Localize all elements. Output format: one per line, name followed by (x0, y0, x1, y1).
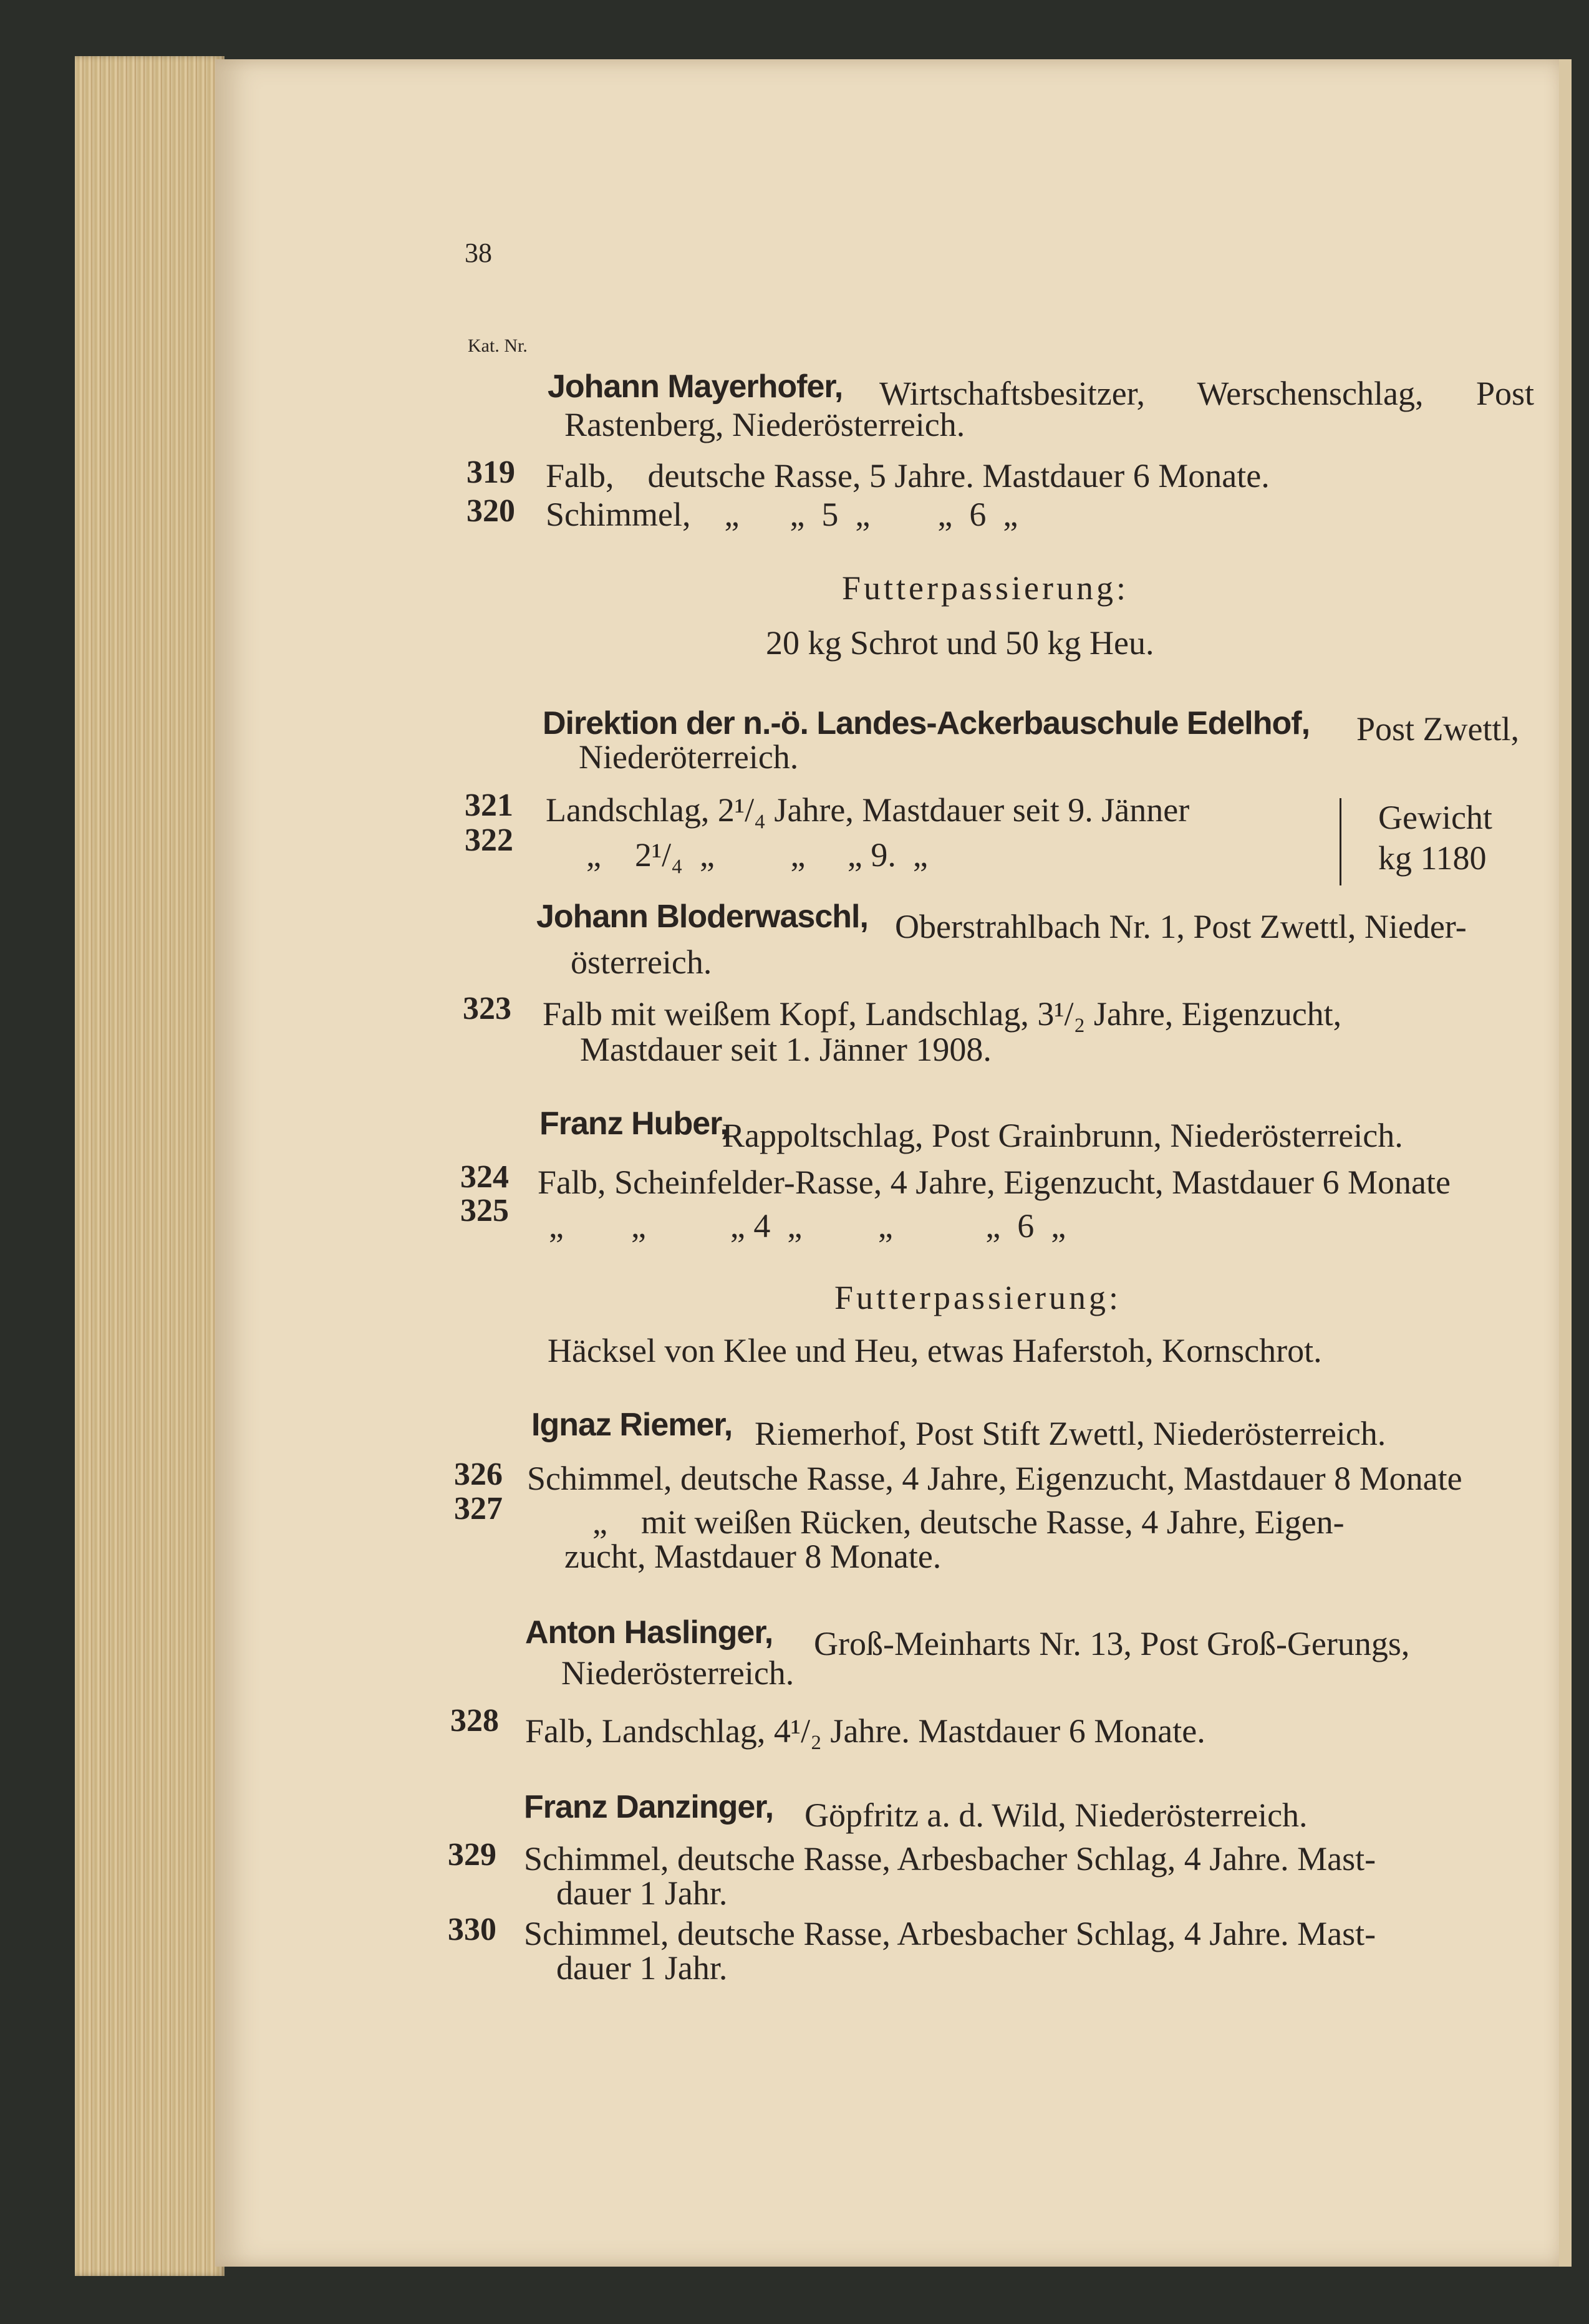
entry-text: Schimmel, deutsche Rasse, Arbesbacher Schlag, 4 Jahre. Mast- (524, 1840, 1376, 1878)
owner-name: Franz Danzinger, (524, 1789, 774, 1825)
owner-address: Oberstrahlbach Nr. 1, Post Zwettl, Nieder- (895, 908, 1467, 945)
catalog-number: 321 (465, 788, 513, 823)
entry-text-cont: Mastdauer seit 1. Jänner 1908. (580, 1031, 992, 1068)
entry-text-cont: dauer 1 Jahr. (556, 1874, 728, 1912)
feed-text: 20 kg Schrot und 50 kg Heu. (766, 624, 1154, 662)
catalog-number: 319 (466, 455, 515, 490)
owner-address-cont: Niederösterreich. (561, 1654, 794, 1692)
column-header: Kat. Nr. (468, 335, 528, 356)
catalog-number: 328 (450, 1703, 499, 1738)
book-page-edges (75, 56, 225, 2276)
brace-divider (1340, 798, 1348, 885)
owner-name: Ignaz Riemer, (531, 1407, 733, 1443)
entry-text-cont: zucht, Mastdauer 8 Monate. (564, 1538, 942, 1575)
owner-address: Wirtschaftsbesitzer, Werschenschlag, Post (879, 375, 1534, 412)
entry-text: Falb mit weißem Kopf, Landschlag, 3¹/₂ Jahre, Eigenzucht, (543, 995, 1342, 1033)
entry-text: Falb, deutsche Rasse, 5 Jahre. Mastdauer 6 Monate. (546, 457, 1270, 494)
section-heading: Futterpassierung: (834, 1279, 1121, 1316)
catalog-number: 329 (448, 1837, 496, 1873)
catalog-number: 320 (466, 493, 515, 529)
next-page-edge (1559, 59, 1572, 2267)
owner-address-cont: österreich. (571, 943, 712, 981)
entry-text: „ mit weißen Rücken, deutsche Rasse, 4 Jahre, Eigen- (592, 1503, 1345, 1541)
owner-address: Riemerhof, Post Stift Zwettl, Niederösterreich. (755, 1415, 1386, 1452)
owner-address: Rappoltschlag, Post Grainbrunn, Niederösterreich. (722, 1117, 1403, 1154)
owner-name: Johann Bloderwaschl, (536, 899, 868, 935)
feed-text: Häcksel von Klee und Heu, etwas Haferstoh, Kornschrot. (548, 1332, 1322, 1369)
entry-text-cont: dauer 1 Jahr. (556, 1949, 728, 1987)
entry-text: Schimmel, deutsche Rasse, 4 Jahre, Eigenzucht, Mastdauer 8 Monate (527, 1460, 1462, 1497)
entry-text: Landschlag, 2¹/₄ Jahre, Mastdauer seit 9. Jänner (546, 791, 1190, 829)
catalog-number: 325 (460, 1193, 509, 1228)
entry-text: Schimmel, „ „ 5 „ „ 6 „ (546, 496, 1018, 533)
catalog-number: 324 (460, 1159, 509, 1195)
owner-name: Johann Mayerhofer, (548, 369, 843, 405)
weight-value: kg 1180 (1378, 839, 1487, 877)
owner-name: Direktion der n.-ö. Landes-Ackerbauschule Edelhof, (543, 705, 1310, 741)
catalog-number: 330 (448, 1912, 496, 1947)
entry-text: Falb, Landschlag, 4¹/₂ Jahre. Mastdauer 6 Monate. (525, 1712, 1205, 1750)
owner-name: Franz Huber, (539, 1106, 728, 1142)
catalog-number: 323 (463, 991, 511, 1026)
entry-text: Falb, Scheinfelder-Rasse, 4 Jahre, Eigenzucht, Mastdauer 6 Monate (538, 1164, 1451, 1201)
weight-label: Gewicht (1378, 799, 1492, 836)
catalog-number: 327 (454, 1491, 503, 1526)
owner-address: Post Zwettl, (1356, 710, 1520, 748)
owner-address-cont: Niederöterreich. (579, 738, 799, 776)
entry-text: „ 2¹/₄ „ „ „ 9. „ (586, 836, 928, 874)
page-number: 38 (465, 238, 492, 268)
owner-address: Göpfritz a. d. Wild, Niederösterreich. (804, 1796, 1308, 1834)
catalog-number: 322 (465, 822, 513, 858)
owner-address-cont: Rastenberg, Niederösterreich. (564, 406, 965, 443)
entry-text: Schimmel, deutsche Rasse, Arbesbacher Schlag, 4 Jahre. Mast- (524, 1915, 1376, 1952)
entry-text: „ „ „ 4 „ „ „ 6 „ (549, 1207, 1066, 1245)
owner-name: Anton Haslinger, (525, 1614, 773, 1651)
catalog-number: 326 (454, 1457, 503, 1492)
section-heading: Futterpassierung: (842, 569, 1129, 607)
owner-address: Groß-Meinharts Nr. 13, Post Groß-Gerungs, (814, 1625, 1410, 1662)
